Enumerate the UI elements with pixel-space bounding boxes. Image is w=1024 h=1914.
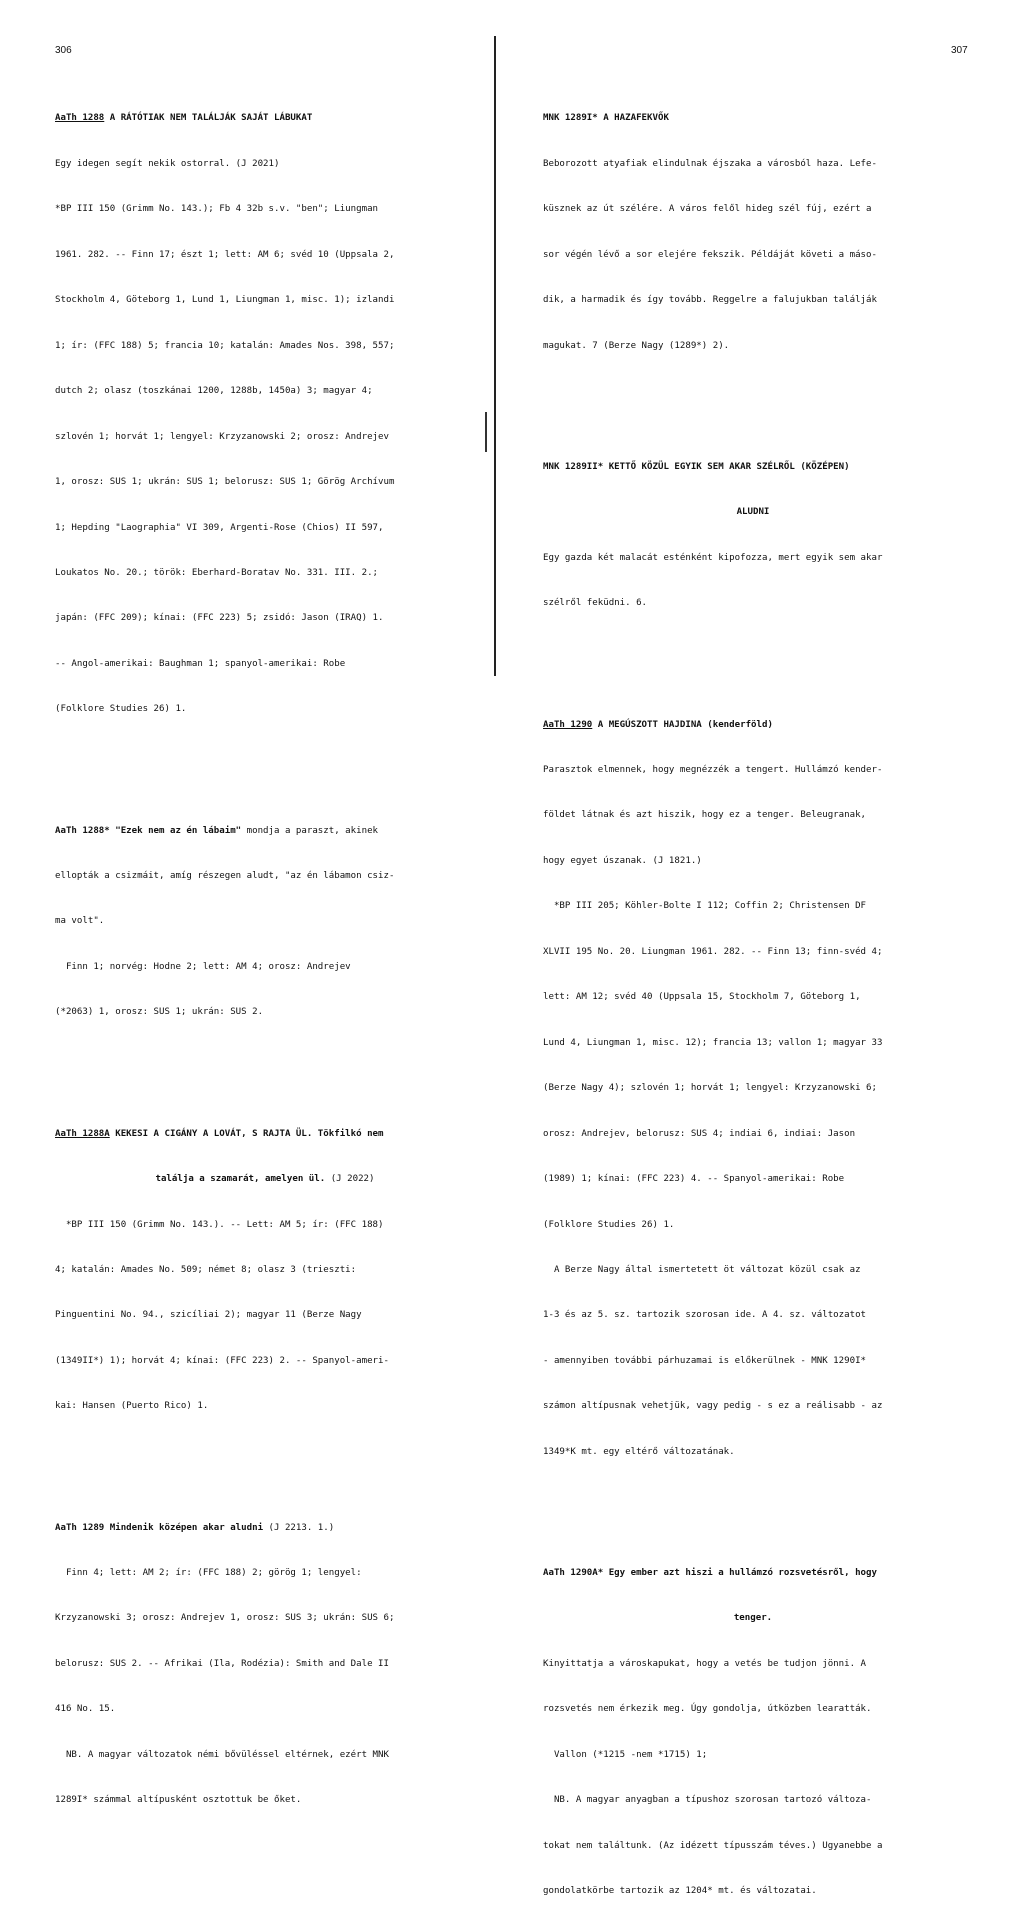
entry-code: MNK 1289I* xyxy=(543,113,598,124)
right-page-number: 307 xyxy=(951,45,968,56)
text-line: szélről feküdni. 6. xyxy=(543,598,648,609)
entry-title-line2-rest: (J 2022) xyxy=(325,1174,375,1185)
entry-heading xyxy=(55,111,475,126)
text-line: 1-3 és az 5. sz. tartozik szorosan ide. A 4. sz. változatot xyxy=(543,1310,867,1321)
text-line: Kinyittatja a városkapukat, hogy a vetés be tudjon jönni. A xyxy=(543,1658,867,1669)
text-line: Pinguentini No. 94., szicíliai 2); magyar 11 (Berze Nagy xyxy=(55,1310,362,1321)
entry-code: AaTh 1289 xyxy=(55,1522,105,1533)
entry-code: AaTh 1288A xyxy=(55,1128,110,1139)
entry-title: A HAZAFEKVŐK xyxy=(597,113,669,124)
text-line: dutch 2; olasz (toszkánai 1200, 1288b, 1450a) 3; magyar 4; xyxy=(55,386,373,397)
text-line: (Folklore Studies 26) 1. xyxy=(55,704,187,715)
entry-title-line2: tenger. xyxy=(733,1613,773,1624)
text-line: Beborozott atyafiak elindulnak éjszaka a városból haza. Lefe- xyxy=(543,158,877,169)
text-line: Parasztok elmennek, hogy megnézzék a tengert. Hullámzó kender- xyxy=(543,764,883,775)
text-line: - amennyiben további párhuzamai is előkerülnek - MNK 1290I* xyxy=(543,1355,867,1366)
entry-heading-cont xyxy=(543,1611,963,1626)
entry-title: Egy ember azt hiszi a hullámzó rozsvetésről, hogy xyxy=(603,1568,877,1578)
text-line: (Berze Nagy 4); szlovén 1; horvát 1; lengyel: Krzyzanowski 6; xyxy=(543,1083,877,1094)
text-line: (*2063) 1, orosz: SUS 1; ukrán: SUS 2. xyxy=(55,1007,264,1018)
entry-code: AaTh 1290A* xyxy=(543,1568,604,1578)
text-line: *BP III 150 (Grimm No. 143.); Fb 4 32b s.v. "ben"; Liungman xyxy=(55,204,379,215)
entry-code: MNK 1289II* xyxy=(543,461,604,472)
text-line: földet látnak és azt hiszik, hogy ez a tenger. Beleugranak, xyxy=(543,810,867,821)
scan-mark xyxy=(485,412,487,452)
entry-title: Mindenik középen akar aludni xyxy=(104,1522,264,1533)
entry-heading xyxy=(543,1566,963,1581)
entry-heading xyxy=(543,111,963,126)
text-line: 1, orosz: SUS 1; ukrán: SUS 1; belorusz: SUS 1; Görög Archívum xyxy=(55,477,395,488)
text-line: ellopták a csizmáit, amíg részegen aludt, "az én lábamon csiz- xyxy=(55,871,395,882)
entry-title: "Ezek nem az én lábaim" xyxy=(109,825,242,836)
text-line: belorusz: SUS 2. -- Afrikai (Ila, Rodézia): Smith and Dale II xyxy=(55,1658,389,1669)
right-page-column xyxy=(543,66,963,1914)
entry-title: A RÁTÓTIAK NEM TALÁLJÁK SAJÁT LÁBUKAT xyxy=(104,113,313,124)
text-line: 1349*K mt. egy eltérő változatának. xyxy=(543,1446,735,1457)
text-line: Finn 1; norvég: Hodne 2; lett: AM 4; orosz: Andrejev xyxy=(55,961,351,972)
text-line: Lund 4, Liungman 1, misc. 12); francia 13; vallon 1; magyar 33 xyxy=(543,1037,883,1048)
text-line: szlovén 1; horvát 1; lengyel: Krzyzanowski 2; orosz: Andrejev xyxy=(55,431,389,442)
text-line: lett: AM 12; svéd 40 (Uppsala 15, Stockholm 7, Göteborg 1, xyxy=(543,992,861,1003)
left-page-column xyxy=(55,66,475,1824)
text-line: 1; Hepding "Laographia" VI 309, Argenti-Rose (Chios) II 597, xyxy=(55,522,384,533)
text-line: orosz: Andrejev, belorusz: SUS 4; indiai 6, indiai: Jason xyxy=(543,1128,856,1139)
text-line: 416 No. 15. xyxy=(55,1704,116,1715)
text-line: tokat nem találtunk. (Az idézett típusszám téves.) Ugyanebbe a xyxy=(543,1840,883,1851)
left-page-number: 306 xyxy=(55,45,72,56)
text-line: számon altípusnak vehetjük, vagy pedig - s ez a reálisabb - az xyxy=(543,1401,883,1412)
entry-heading xyxy=(55,1127,475,1142)
text-line: magukat. 7 (Berze Nagy (1289*) 2). xyxy=(543,340,730,351)
text-line: -- Angol-amerikai: Baughman 1; spanyol-amerikai: Robe xyxy=(55,658,346,669)
text-line: XLVII 195 No. 20. Liungman 1961. 282. -- Finn 13; finn-svéd 4; xyxy=(543,946,883,957)
text-line: (1349II*) 1); horvát 4; kínai: (FFC 223) 2. -- Spanyol-ameri- xyxy=(55,1355,389,1366)
text-line: 1; ír: (FFC 188) 5; francia 10; katalán: Amades Nos. 398, 557; xyxy=(55,340,395,351)
text-line: küsznek az út szélére. A város felől hideg szél fúj, ezért a xyxy=(543,204,872,215)
text-line: Krzyzanowski 3; orosz: Andrejev 1, orosz: SUS 3; ukrán: SUS 6; xyxy=(55,1613,395,1624)
text-line: (Folklore Studies 26) 1. xyxy=(543,1219,675,1230)
entry-heading-cont xyxy=(55,1172,475,1187)
entry-title: KEKESI A CIGÁNY A LOVÁT, S RAJTA ÜL. Tökfilkó nem xyxy=(109,1128,384,1139)
text-line: *BP III 205; Köhler-Bolte I 112; Coffin 2; Christensen DF xyxy=(543,901,867,912)
text-line: *BP III 150 (Grimm No. 143.). -- Lett: AM 5; ír: (FFC 188) xyxy=(55,1219,384,1230)
entry-title-rest: mondja a paraszt, akinek xyxy=(241,825,379,836)
entry-title-line2: ALUDNI xyxy=(736,507,770,518)
text-line: Egy gazda két malacát esténként kipofozza, mert egyik sem akar xyxy=(543,552,883,563)
text-line: Vallon (*1215 -nem *1715) 1; xyxy=(543,1749,708,1760)
text-line: NB. A magyar változatok némi bővüléssel eltérnek, ezért MNK xyxy=(55,1749,389,1760)
entry-heading xyxy=(543,460,963,475)
entry-title-line2: találja a szamarát, amelyen ül. xyxy=(155,1174,326,1185)
entry-heading xyxy=(543,718,963,733)
text-line: sor végén lévő a sor elejére fekszik. Példáját követi a máso- xyxy=(543,249,877,260)
entry-title: KETTŐ KÖZÜL EGYIK SEM AKAR SZÉLRŐL (KÖZÉPEN) xyxy=(603,461,850,472)
text-line: (1989) 1; kínai: (FFC 223) 4. -- Spanyol-amerikai: Robe xyxy=(543,1174,845,1185)
entry-code: AaTh 1288 xyxy=(55,113,105,124)
entry-title-rest: (J 2213. 1.) xyxy=(263,1522,335,1533)
text-line: kai: Hansen (Puerto Rico) 1. xyxy=(55,1401,209,1412)
entry-heading xyxy=(55,824,475,839)
entry-heading xyxy=(55,1521,475,1536)
text-line: Stockholm 4, Göteborg 1, Lund 1, Liungman 1, misc. 1); izlandi xyxy=(55,295,395,306)
text-line: hogy egyet úszanak. (J 1821.) xyxy=(543,855,702,866)
text-line: Loukatos No. 20.; török: Eberhard-Boratav No. 331. III. 2.; xyxy=(55,568,379,578)
text-line: A Berze Nagy által ismertetett öt változat közül csak az xyxy=(543,1264,861,1275)
text-line: dik, a harmadik és így tovább. Reggelre a falujukban találják xyxy=(543,295,877,306)
entry-title: A MEGÚSZOTT HAJDINA (kenderföld) xyxy=(592,719,773,730)
text-line: 1961. 282. -- Finn 17; észt 1; lett: AM 6; svéd 10 (Uppsala 2, xyxy=(55,249,395,260)
entry-heading-cont xyxy=(543,505,963,520)
text-line: japán: (FFC 209); kínai: (FFC 223) 5; zsidó: Jason (IRAQ) 1. xyxy=(55,613,384,624)
text-line: 4; katalán: Amades No. 509; német 8; olasz 3 (trieszti: xyxy=(55,1264,357,1275)
entry-code: AaTh 1288* xyxy=(55,825,110,836)
text-line: Egy idegen segít nekik ostorral. (J 2021) xyxy=(55,158,280,169)
page-gutter-divider xyxy=(494,36,496,676)
text-line: Finn 4; lett: AM 2; ír: (FFC 188) 2; görög 1; lengyel: xyxy=(55,1568,362,1578)
entry-code: AaTh 1290 xyxy=(543,719,593,730)
text-line: gondolatkörbe tartozik az 1204* mt. és változatai. xyxy=(543,1886,817,1897)
text-line: rozsvetés nem érkezik meg. Úgy gondolja, útközben learatták. xyxy=(543,1704,872,1715)
text-line: ma volt". xyxy=(55,916,105,927)
text-line: 1289I* számmal altípusként osztottuk be őket. xyxy=(55,1795,302,1806)
text-line: NB. A magyar anyagban a típushoz szorosan tartozó változa- xyxy=(543,1795,872,1806)
